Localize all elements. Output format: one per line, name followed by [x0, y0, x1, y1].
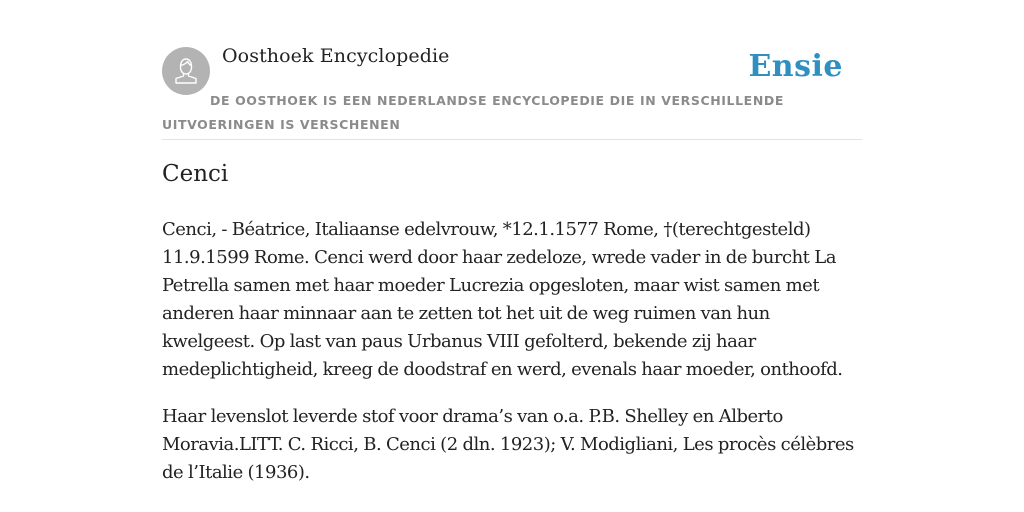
article-paragraph: Haar levenslot leverde stof voor drama’s van o.a. P.B. Shelley en Alberto Moravia.LITT. C. Ricci, B. Cenci (2 dln. 1923); V. Modigliani, Les procès célèbres de l’Italie (1936). — [162, 406, 854, 483]
page — [162, 0, 862, 483]
header — [162, 0, 862, 140]
site-tagline: DE OOSTHOEK IS EEN NEDERLANDSE ENCYCLOPEDIE DIE IN VERSCHILLENDE UITVOERINGEN IS VERSCHENEN — [162, 93, 784, 132]
brand-logo[interactable]: Ensie — [748, 49, 843, 84]
site-name[interactable]: Oosthoek Encyclopedie — [222, 45, 450, 67]
article-title: Cenci — [162, 161, 229, 187]
user-avatar-icon[interactable] — [162, 47, 210, 95]
article-body — [162, 216, 862, 506]
article-paragraph: Cenci, - Béatrice, Italiaanse edelvrouw, *12.1.1577 Rome, †(terechtgesteld) 11.9.1599 Rome. Cenci werd door haar zedeloze, wrede vader in de burcht La Petrella samen met haar moeder Lucrezia opgesloten, maar wist samen met anderen haar minnaar aan te zetten tot het uit de weg ruimen van hun kwelgeest. Op last van paus Urbanus VIII gefolterd, bekende zij haar medeplichtigheid, kreeg de doodstraf en werd, evenals haar moeder, onthoofd. — [162, 219, 843, 380]
